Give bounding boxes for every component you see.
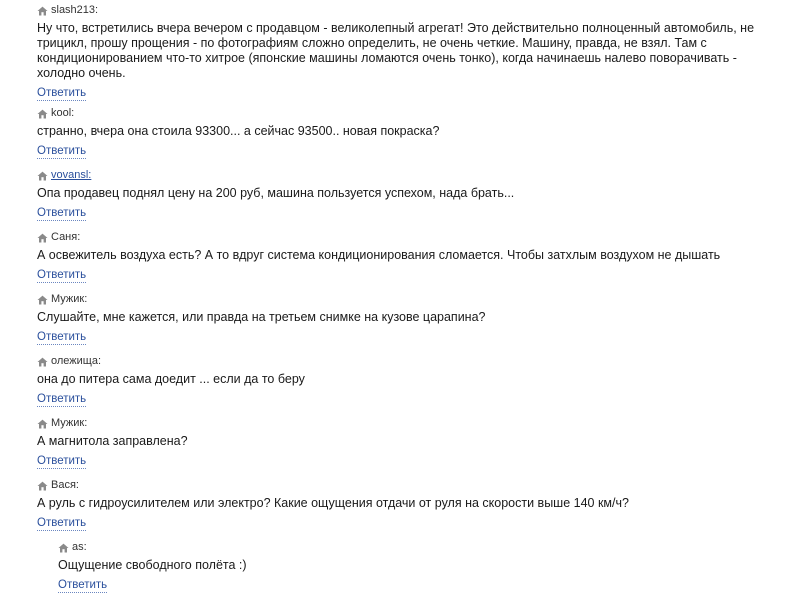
home-icon <box>37 171 48 181</box>
comment-author-line <box>37 293 767 306</box>
comment-item <box>37 293 767 345</box>
comment-text: Ну что, встретились вчера вечером с продавцом - великолепный агрегат! Это действительно полноценный автомобиль, не трицикл, прошу прощения - по фотографиям сложно определить, не очень четкие. Машину, правда, не взял. Там с кондиционированием что-то хитрое (японские машины ломаются очень тонко), когда начинаешь налево поворачивать - холодно очень. <box>37 21 755 80</box>
comment-author: Мужик: <box>51 417 88 429</box>
comment-text: А руль с гидроусилителем или электро? Какие ощущения отдачи от руля на скорости выше 140 км/ч? <box>37 496 629 510</box>
comment-item <box>37 107 767 159</box>
home-icon <box>58 543 69 553</box>
reply-link[interactable]: Ответить <box>58 579 108 591</box>
comment-text: странно, вчера она стоила 93300... а сейчас 93500.. новая покраска? <box>37 124 440 138</box>
comment-text: А магнитола заправлена? <box>37 434 188 448</box>
home-icon <box>37 295 48 305</box>
comment-author-line <box>37 479 767 492</box>
comment-text: она до питера сама доедит ... если да то беру <box>37 372 305 386</box>
comment-item <box>37 169 767 221</box>
reply-link[interactable]: Ответить <box>37 87 87 99</box>
reply-link[interactable]: Ответить <box>37 331 87 343</box>
reply-link[interactable]: Ответить <box>37 269 87 281</box>
comment-author-line <box>58 541 758 554</box>
comment-author-link[interactable]: vovansl: <box>51 169 92 181</box>
comment-author: kool: <box>51 107 75 119</box>
home-icon <box>37 6 48 16</box>
comment-author: олежища: <box>51 355 102 367</box>
comment-author: Мужик: <box>51 293 88 305</box>
comment-author-line <box>37 169 767 182</box>
comment-author: slash213: <box>51 4 99 16</box>
comment-item <box>37 231 767 283</box>
home-icon <box>37 357 48 367</box>
reply-link[interactable]: Ответить <box>37 455 87 467</box>
reply-link[interactable]: Ответить <box>37 145 87 157</box>
home-icon <box>37 233 48 243</box>
comment-author: as: <box>72 541 87 553</box>
comment-text: Слушайте, мне кажется, или правда на третьем снимке на кузове царапина? <box>37 310 486 324</box>
comment-text: Ощущение свободного полёта :) <box>58 558 247 572</box>
reply-link[interactable]: Ответить <box>37 517 87 529</box>
comment-item-nested <box>58 541 758 593</box>
home-icon <box>37 109 48 119</box>
comment-author: Вася: <box>51 479 79 491</box>
reply-link[interactable]: Ответить <box>37 207 87 219</box>
comment-author-line <box>37 355 767 368</box>
comment-author: Саня: <box>51 231 81 243</box>
comment-text: Опа продавец поднял цену на 200 руб, машина пользуется успехом, нада брать... <box>37 186 515 200</box>
comment-author-line <box>37 231 767 244</box>
reply-link[interactable]: Ответить <box>37 393 87 405</box>
comment-item <box>37 479 767 531</box>
comment-author-line <box>37 4 767 17</box>
home-icon <box>37 481 48 491</box>
comment-item <box>37 355 767 407</box>
home-icon <box>37 419 48 429</box>
comment-author-line <box>37 417 767 430</box>
comment-author-line <box>37 107 767 120</box>
comment-text: А освежитель воздуха есть? А то вдруг система кондиционирования сломается. Чтобы затхлым воздухом не дышать <box>37 248 721 262</box>
comment-item <box>37 4 767 101</box>
comment-item <box>37 417 767 469</box>
